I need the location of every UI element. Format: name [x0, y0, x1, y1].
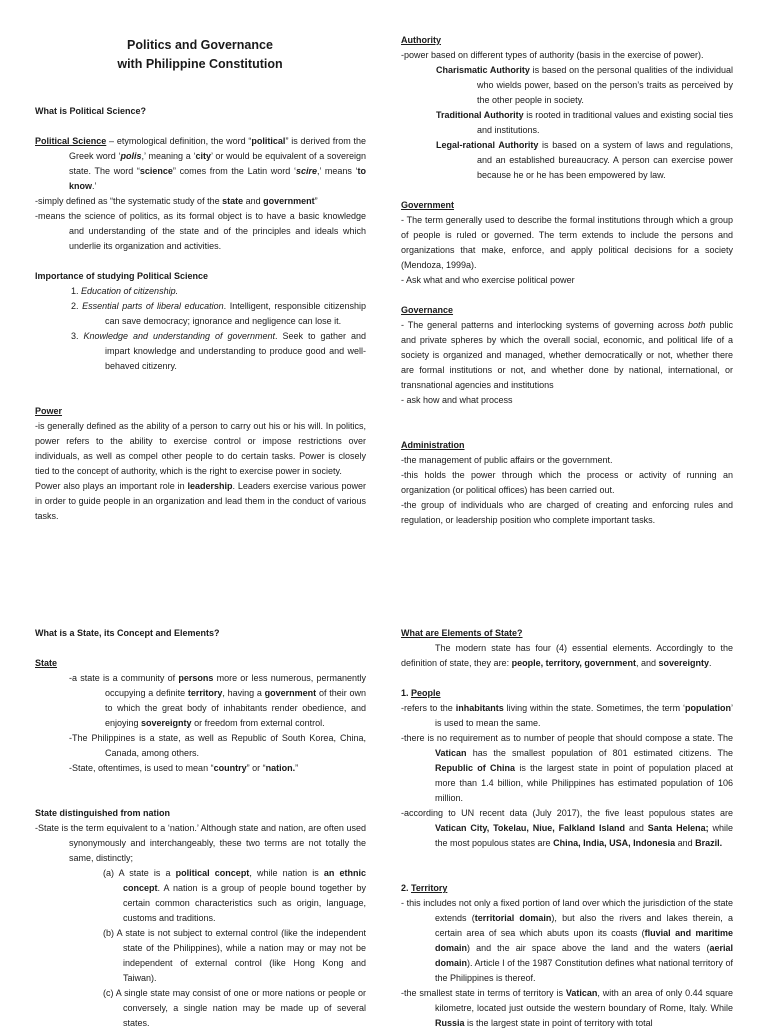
text-run: Governance	[401, 305, 454, 315]
text-run: 1.	[71, 286, 82, 296]
text-run: Territory	[411, 883, 448, 893]
text-run: public and private spheres by which the overall social, economic, and political life of a society is organized and managed, whether democratically or not, whether there are formal institutions or not, and whether done by national, international, or transnational agencies and institutions	[401, 320, 733, 390]
text-run: (b) A state is not subject to external control (like the independent state of the Philippines), while a nation may or may not be independent of external control (like Hong Kong and Taiwan).	[103, 928, 366, 983]
text-run: state	[222, 196, 244, 206]
text-run: to know	[69, 166, 366, 191]
text-run: is the largest state in point of territory with total	[464, 1018, 653, 1028]
text-run: - ask how and what process	[401, 395, 513, 405]
left-column-top	[35, 104, 366, 524]
section-heading	[401, 686, 733, 701]
text-run: ). Article I of the 1987 Constitution defines what national territory of the Philippines is thereof.	[435, 958, 733, 983]
document-title-line-1: Politics and Governance	[127, 38, 273, 52]
text-run: -a state is a community of	[69, 673, 179, 683]
text-run: ” or “	[246, 763, 266, 773]
text-run: 3.	[71, 331, 84, 341]
text-run: -the smallest state in terms of territory is	[401, 988, 566, 998]
text-run: -State is the term equivalent to a ‘nation.’ Although state and nation, are often used synonymously and interchangeably, these two terms are not totally the same, distinctly;	[35, 823, 366, 863]
text-run: Vatican	[565, 988, 598, 998]
text-run: The modern state has four (4) essential elements. Accordingly to the definition of state, they are:	[401, 643, 733, 668]
text-run: -refers to the	[401, 703, 456, 713]
text-run: of their own to which the great body of inhabitants render obedience, and enjoying	[105, 688, 366, 728]
paragraph	[35, 419, 366, 479]
text-run: -State, oftentimes, is used to mean “	[69, 763, 214, 773]
paragraph	[401, 63, 733, 108]
text-run: is based on the personal qualities of the individual who wields power, based on the person’s traits as perceived by the other people in society.	[477, 65, 733, 105]
text-run: Administration	[401, 440, 465, 450]
text-run: .	[709, 658, 712, 668]
text-run: ,’ meaning a ‘	[141, 151, 196, 161]
text-run: is the largest state in point of population placed at more than 1.4 billion, while Philippines has estimated population of 106 million.	[435, 763, 733, 803]
text-run: 2.	[71, 301, 83, 311]
text-run: Legal-rational Authority	[436, 140, 539, 150]
paragraph	[35, 209, 366, 254]
paragraph	[35, 284, 366, 299]
text-run: What is Political Science?	[35, 106, 147, 116]
paragraph	[401, 731, 733, 806]
text-run: -is generally defined as the ability of a person to carry out his or his will. In politics, power refers to the ability to exercise control or impose restrictions over individuals, as well as compel other people to do certain tasks. Power is closely tied to the concept of authority, which is the right to exercise power in society.	[35, 421, 366, 476]
paragraph	[401, 468, 733, 498]
text-run: Russia	[435, 1018, 465, 1028]
section-heading	[401, 626, 733, 641]
paragraph	[35, 986, 366, 1031]
text-run: inhabitants	[455, 703, 504, 713]
paragraph	[35, 299, 366, 329]
text-run: has the smallest population of 801 estimated citizens. The	[466, 748, 733, 758]
paragraph	[401, 986, 733, 1031]
text-run: leadership	[187, 481, 233, 491]
text-run: ” comes from the Latin word ‘	[172, 166, 296, 176]
right-column-bottom	[401, 626, 733, 1031]
text-run: nation.	[265, 763, 296, 773]
text-run: Government	[401, 200, 455, 210]
section-heading	[35, 806, 366, 821]
text-run: territorial domain	[474, 913, 552, 923]
text-run: Authority	[401, 35, 441, 45]
text-run: scire	[295, 166, 317, 176]
text-run: and	[243, 196, 264, 206]
paragraph	[35, 761, 366, 776]
text-run: Knowledge and understanding of government	[83, 331, 276, 341]
text-run: State distinguished from nation	[35, 808, 171, 818]
paragraph	[35, 866, 366, 926]
text-run: country	[213, 763, 247, 773]
text-run: Essential parts of liberal education	[82, 301, 224, 311]
paragraph	[401, 498, 733, 528]
text-run: sovereignty	[658, 658, 709, 668]
text-run: , while nation is	[249, 868, 324, 878]
text-run: -this holds the power through which the process or activity of running an organization (or political offices) has been carried out.	[401, 470, 733, 495]
section-heading	[401, 33, 733, 48]
section-heading	[401, 198, 733, 213]
text-run: science	[139, 166, 173, 176]
text-run: Political Science	[35, 136, 107, 146]
text-run: Education of citizenship.	[81, 286, 179, 296]
paragraph	[401, 453, 733, 468]
text-run: ’ or would be equivalent of a sovereign state. The word “	[69, 151, 366, 176]
text-run: ’ is used to mean the same.	[435, 703, 733, 728]
text-run: . Intelligent, responsible citizenship can save democracy; ignorance and negligence can lose it.	[105, 301, 366, 326]
text-run: Traditional Authority	[436, 110, 524, 120]
left-column-bottom	[35, 626, 366, 1031]
text-run: and	[625, 823, 648, 833]
paragraph	[401, 393, 733, 408]
text-run: government	[264, 688, 317, 698]
text-run: polis	[120, 151, 142, 161]
text-run: -the management of public affairs or the government.	[401, 455, 613, 465]
text-run: political	[251, 136, 286, 146]
text-run: - Ask what and who exercise political power	[401, 275, 575, 285]
text-run: Santa Helena;	[647, 823, 709, 833]
text-run: fluvial and maritime domain	[435, 928, 733, 953]
text-run: city	[195, 151, 211, 161]
text-run: What is a State, its Concept and Elements?	[35, 628, 220, 638]
section-heading	[35, 626, 366, 641]
text-run: ) and the air space above the land and the waters (	[467, 943, 710, 953]
text-run: (a) A state is a	[103, 868, 176, 878]
paragraph	[35, 671, 366, 731]
text-run: Power	[35, 406, 63, 416]
text-run: sovereignty	[141, 718, 192, 728]
text-run: -power based on different types of authority (basis in the exercise of power).	[401, 50, 704, 60]
text-run: (c) A single state may consist of one or more nations or people or conversely, a single nation may be made up of several states.	[103, 988, 366, 1028]
text-run: -The Philippines is a state, as well as Republic of South Korea, China, Canada, among others.	[69, 733, 366, 758]
text-run: population	[685, 703, 731, 713]
text-run: . A nation is a group of people bound together by certain common characteristics such as origin, language, customs and traditions.	[123, 883, 366, 923]
text-run: Charismatic Authority	[436, 65, 530, 75]
text-run: people, territory, government	[511, 658, 636, 668]
text-run: - The general patterns and interlocking systems of governing across	[401, 320, 689, 330]
section-heading	[35, 269, 366, 284]
text-run: ”	[295, 763, 299, 773]
text-run: while the most populous states are	[435, 823, 733, 848]
text-run: . Leaders exercise various power in order to guide people in an organization and lead them in the conduct of various tasks.	[35, 481, 366, 521]
text-run: 2.	[401, 883, 412, 893]
paragraph	[35, 479, 366, 524]
text-run: , with an area of only 0.44 square kilometre, located just outside the western boundary of Rome, Italy. While	[435, 988, 733, 1013]
text-run: Vatican City, Tokelau, Niue, Falkland Island	[435, 823, 625, 833]
text-run: Brazil.	[695, 838, 723, 848]
paragraph	[401, 138, 733, 183]
paragraph	[35, 926, 366, 986]
text-run: is rooted in traditional values and existing social ties and institutions.	[477, 110, 733, 135]
text-run: or freedom from external control.	[191, 718, 325, 728]
section-heading	[35, 656, 366, 671]
text-run: ,’ means ‘	[316, 166, 358, 176]
text-run: China, India, USA, Indonesia	[553, 838, 676, 848]
text-run: - this includes not only a fixed portion of land over which the jurisdiction of the state extends (	[401, 898, 733, 923]
paragraph	[35, 134, 366, 194]
text-run: more or less numerous, permanently occupying a definite	[105, 673, 367, 698]
text-run: . Seek to gather and impart knowledge and understanding to produce good and well-behaved citizenry.	[105, 331, 366, 371]
text-run: an ethnic concept	[123, 868, 366, 893]
text-run: both	[688, 320, 706, 330]
text-run: State	[35, 658, 58, 668]
text-run: People	[411, 688, 441, 698]
text-run: -means the science of politics, as its formal object is to have a basic knowledge and understanding of the state and of the principles and ideals which underlie its organization and activities.	[35, 211, 366, 251]
text-run: ” is derived from the Greek word ‘	[69, 136, 366, 161]
text-run: , having a	[222, 688, 265, 698]
text-run: - The term generally used to describe the formal institutions through which a group of people is ruled or governed. The term extends to include the persons and organizations that make, enforce, and apply political decisions for a society (Mendoza, 1999a).	[401, 215, 733, 270]
paragraph	[401, 108, 733, 138]
paragraph	[35, 821, 366, 866]
text-run: -simply defined as “the systematic study of the	[35, 196, 223, 206]
text-run: Vatican	[435, 748, 467, 758]
text-run: What are Elements of State?	[401, 628, 523, 638]
paragraph	[401, 806, 733, 851]
text-run: Republic of China	[435, 763, 516, 773]
paragraph	[401, 896, 733, 986]
text-run: living within the state. Sometimes, the term ‘	[503, 703, 685, 713]
text-run: political concept	[175, 868, 250, 878]
paragraph	[401, 318, 733, 393]
section-heading	[35, 104, 366, 119]
text-run: ), but also the rivers and lakes therein, a certain area of sea which abuts upon its coasts (	[435, 913, 733, 938]
section-heading	[401, 881, 733, 896]
paragraph	[401, 273, 733, 288]
text-run: -according to UN recent data (July 2017), the five least populous states are	[401, 808, 733, 818]
paragraph	[401, 213, 733, 273]
text-run: .’	[92, 181, 97, 191]
paragraph	[401, 641, 733, 671]
paragraph	[35, 731, 366, 761]
text-run: 1.	[401, 688, 412, 698]
section-heading	[401, 303, 733, 318]
text-run: persons	[178, 673, 214, 683]
text-run: government	[263, 196, 315, 206]
text-run: aerial domain	[435, 943, 733, 968]
text-run: Power also plays an important role in	[35, 481, 188, 491]
paragraph	[401, 48, 733, 63]
section-heading	[401, 438, 733, 453]
text-run: is based on a system of laws and regulations, and an established bureaucracy. A person can exercise power because he or he has been empowered by law.	[477, 140, 733, 180]
text-run: -there is no requirement as to number of people that should compose a state. The	[401, 733, 733, 743]
text-run: ”	[314, 196, 318, 206]
document-title-line-2: with Philippine Constitution	[117, 57, 283, 71]
section-heading	[35, 404, 366, 419]
paragraph	[35, 194, 366, 209]
paragraph	[35, 329, 366, 374]
text-run: -the group of individuals who are charged of creating and enforcing rules and regulation, or leadership position who complete important tasks.	[401, 500, 733, 525]
text-run: , and	[635, 658, 659, 668]
paragraph	[401, 701, 733, 731]
right-column-top	[401, 33, 733, 528]
text-run: territory	[187, 688, 223, 698]
text-run: and	[675, 838, 696, 848]
text-run: Importance of studying Political Science	[35, 271, 209, 281]
text-run: – etymological definition, the word “	[106, 136, 252, 146]
